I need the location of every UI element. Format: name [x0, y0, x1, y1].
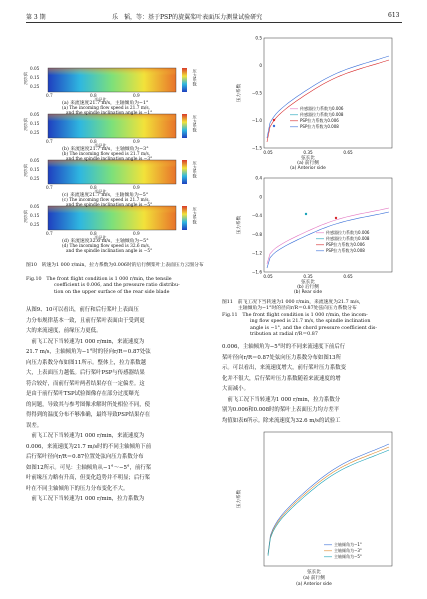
caption-line: Fig.11 The front flight condition is 1 000 r/min, the incom- [222, 312, 368, 318]
panel-caption: (b) 来流速度21.7 m/s，主轴倾角为−3° [62, 147, 149, 152]
legend-label: PSP拉力系数为0.008 [326, 248, 365, 253]
y-tick: 0.15 [30, 121, 40, 126]
x-tick: 0.9 [133, 231, 140, 236]
y-tick: 0.25 [30, 222, 40, 227]
y-tick: 0 [259, 194, 262, 200]
legend-label: 主轴倾角为−1° [334, 542, 362, 547]
running-title: 乐 韬，等：基于PSP的旋翼桨叶表面压力测量试验研究 [112, 14, 263, 21]
x-tick: 0.7 [46, 231, 53, 236]
y-tick: 0.05 [30, 204, 40, 209]
y-tick: 0.5 [255, 35, 262, 41]
y-tick: −1.0 [251, 118, 262, 123]
text-line: 桨叶径向r/R＝0.87处弦向压力系数分布如图13所 [222, 354, 341, 361]
text-line: 别为0.006和0.008时的桨叶上表面压力均方差平 [222, 407, 340, 413]
caption-line: ing flow speed is 21.7 m/s, the spindle inclination [250, 319, 371, 325]
header-rule [26, 22, 402, 23]
sensor-point [335, 217, 337, 219]
legend-label: 传感器拉力系数为0.008 [300, 112, 344, 117]
panel-caption: (c) 来流速度21.7 m/s，主轴倾角为−5° [62, 193, 149, 198]
plot-frame [264, 38, 392, 148]
series-line [267, 60, 389, 142]
y-tick: −1.2 [251, 250, 262, 256]
x-tick: 0.05 [263, 150, 273, 155]
chart-caption: (a) 前行侧 [297, 161, 319, 166]
text-line: 均值如表6所示。除来流速度为32.6 m/s的试验工 [222, 417, 341, 424]
text-line: 得得到的温度分布不够准确，最终导致PSP结果存在 [26, 412, 151, 418]
y-tick: 0.05 [30, 66, 40, 71]
x-axis-label: 半径比 [94, 97, 107, 102]
y-axis-label: 压力系数 [237, 215, 242, 235]
chart-caption: (b) 后行侧 [297, 285, 319, 290]
series-line [268, 444, 389, 554]
x-tick: 0.35 [303, 150, 313, 155]
y-tick: −0.8 [251, 231, 262, 237]
text-line: 前飞工况下当转速为1 000 r/min，来流速度为 [26, 433, 145, 439]
y-tick: −1.5 [251, 145, 262, 151]
x-tick: 0.9 [133, 93, 140, 98]
legend-label: 传感器拉力系数为0.008 [326, 236, 370, 241]
x-tick: 0.9 [133, 139, 140, 144]
right-body-text [222, 342, 404, 426]
series-line [268, 447, 389, 555]
panel-caption-en: (a) The incoming flow speed is 21.7 m/s, [62, 106, 150, 111]
panel-caption-en: and the spindle inclination angle is −3° [66, 157, 153, 162]
caption-line: Fig.10 The front flight condition is 1 000 r/min, the tensile [26, 277, 172, 282]
x-axis-label: 弦长比 [307, 570, 321, 575]
text-line: 前飞工况下当转速为1 000 r/min，来流速度为 [26, 338, 145, 345]
caption-line: angle is −1°, and the chord pressure coefficient dis- [250, 325, 377, 331]
text-line: 如图12所示。可见：主轴倾角从−1°～−5°，前行桨 [26, 464, 152, 471]
panel-caption-en: and the spindle inclination angle is −1° [66, 111, 153, 116]
fig11-caption [222, 300, 404, 338]
panel-caption-en: (b) The incoming flow speed is 21.7 m/s, [62, 152, 151, 157]
chart-caption-en: (a) Anterior side [296, 582, 332, 587]
x-tick: 0.8 [90, 93, 97, 98]
y-axis-label: 压力系数 [237, 489, 242, 509]
text-line: 从图9、10可以看出，前行和后行桨叶上表面压 [26, 307, 139, 313]
panel-caption: (a) 来流速度21.7 m/s，主轴倾角为−1° [62, 101, 149, 106]
x-tick: 0.8 [90, 231, 97, 236]
caption-line: tion on the upper surface of the rear side blade [54, 289, 170, 295]
y-tick: 0.05 [30, 158, 40, 163]
plot-frame [264, 432, 392, 566]
x-axis-label: 半径比 [94, 189, 107, 194]
contour-panel [48, 114, 187, 138]
caption-line: coefficient is 0.006, and the pressure ratio distribu- [54, 283, 180, 289]
y-tick: −0.5 [251, 90, 262, 96]
y-tick: 0.05 [30, 112, 40, 117]
text-line: 叶在不同主轴倾角下的压力分布变化不大。 [26, 485, 129, 492]
series-line [268, 450, 389, 556]
text-line: 误差。 [26, 422, 43, 429]
contour-panel [48, 68, 187, 92]
y-tick: 0.15 [30, 213, 40, 218]
text-line: 大，上表面压力越低。后行桨叶PSP与传感器结果 [26, 370, 145, 376]
x-axis-label: 弦长比 [301, 280, 315, 285]
fig10-caption-en [26, 277, 216, 296]
x-axis-label: 半径比 [94, 143, 107, 148]
text-line: 大的来流速度，前缘压力更低。 [26, 328, 102, 334]
sensor-point [273, 125, 275, 127]
legend-label: 传感器拉力系数为0.006 [326, 230, 370, 235]
text-line: 0.006，来流速度为21.7 m/s时的不同主轴倾角下前 [26, 443, 152, 450]
sensor-point [273, 119, 275, 121]
y-tick: 0.4 [255, 175, 262, 181]
panel-caption-en: (d) The incoming flow speed is 32.6 m/s, [62, 244, 151, 249]
sensor-point [305, 213, 307, 215]
text-line: 力分布规律基本一致，且前行桨叶表面由于受到更 [26, 317, 145, 324]
x-tick: 0.65 [343, 274, 353, 279]
text-line: 符合较好，而前行桨叶两者结果存在一定偏差。这 [26, 380, 145, 387]
y-tick: 0.25 [30, 130, 40, 135]
y-tick: 0.25 [30, 176, 40, 181]
legend-label: PSP拉力系数为0.008 [300, 124, 339, 129]
legend-label: 传感器拉力系数为0.006 [300, 106, 344, 111]
x-tick: 0.9 [133, 185, 140, 190]
plot-frame [264, 178, 392, 272]
colorbar-label: 压力系数 [192, 207, 198, 224]
text-line: 向压力系数分布如图11所示。整体上，拉力系数越 [26, 359, 147, 366]
caption-line: 主轴倾角为−1°时的径向r/R＝0.87处弦向压力系数分布 [238, 306, 357, 312]
y-axis-label: 弦长比 [23, 118, 29, 131]
x-tick: 0.05 [263, 274, 273, 279]
x-axis-label: 弦长比 [301, 156, 315, 161]
text-line: 0.006，主轴倾角为−5°时的不同来流速度下前后行 [222, 344, 346, 350]
y-tick: 0.25 [30, 84, 40, 89]
x-tick: 0.8 [90, 139, 97, 144]
legend-label: PSP拉力系数为0.006 [300, 118, 339, 123]
x-tick: 0.65 [343, 150, 353, 155]
issue-label: 第 3 期 [26, 14, 46, 21]
panel-caption-en: and the spindle inclination angle is −5° [66, 249, 153, 254]
x-axis-label: 半径比 [94, 235, 107, 240]
legend-label: 主轴倾角为−3° [334, 548, 362, 553]
chart-b [222, 172, 402, 298]
text-line: 前飞工况下当转速为1 000 r/min，拉力系数为 [26, 496, 145, 502]
y-axis-label: 弦长比 [23, 210, 29, 223]
y-tick: 0 [259, 63, 262, 68]
text-line: 21.7 m/s，主轴倾角为−1°时的径向r/R＝0.87处弦 [26, 349, 151, 355]
panel-caption-en: (c) The incoming flow speed is 21.7 m/s, [62, 198, 150, 203]
text-line: 示。可以看出，来流速度增大，前行桨叶压力系数变 [222, 365, 346, 371]
y-axis-label: 弦长比 [23, 72, 29, 85]
x-tick: 0.35 [303, 274, 313, 279]
text-line: 叶前缘压力略有升高，但变化趋势并不明显；后行桨 [26, 475, 150, 481]
y-axis-label: 弦长比 [23, 164, 29, 177]
x-tick: 0.7 [46, 185, 53, 190]
legend-label: 主轴倾角为−5° [334, 554, 362, 559]
colorbar-label: 压力系数 [192, 69, 198, 86]
text-line: 是由于前行桨叶TSP试验图像存在部分过度曝光 [26, 391, 140, 397]
colorbar-label: 压力系数 [192, 115, 198, 132]
panel-caption-en: and the spindle inclination angle is −5° [66, 203, 153, 208]
x-tick: 0.7 [46, 139, 53, 144]
fig10-caption-cn: 图10 转速为1 000 r/min，拉力系数为0.006时的后行侧桨叶上表面压力云图分布 [26, 263, 204, 268]
y-tick: 0.15 [30, 167, 40, 172]
text-line: 前飞工况下当转速为1 000 r/min，拉力系数分 [222, 396, 341, 403]
y-tick: −1.6 [251, 269, 262, 275]
y-tick: 0.15 [30, 75, 40, 80]
left-body-text [26, 305, 216, 505]
text-line: 大而减小。 [222, 386, 249, 392]
chart-caption: (a) 前行侧 [303, 576, 325, 581]
chart-a [222, 30, 402, 170]
text-line: 化并不很大，后行桨叶压力系数随着来流速度的增 [222, 375, 341, 382]
text-line: 后行桨叶径向r/R＝0.87位置处弦向压力系数分布 [26, 454, 144, 460]
text-line: 的问题，导致其与参考图像求解时所处相位不同，使 [26, 401, 150, 408]
y-axis-label: 压力系数 [237, 83, 242, 103]
x-tick: 0.7 [46, 93, 53, 98]
y-tick: −0.4 [251, 213, 262, 219]
colorbar-label: 压力系数 [192, 161, 198, 178]
chart-caption-en: (b) Rear side [293, 290, 323, 295]
panel-caption: (d) 来流速度32.6 m/s，主轴倾角为−5° [62, 239, 149, 244]
legend-label: PSP拉力系数为0.006 [326, 242, 365, 247]
x-tick: 0.8 [90, 185, 97, 190]
caption-line: 图11 前飞工况下当转速为1 000 r/min，来流速度为21.7 m/s， [222, 300, 364, 305]
contour-panel [48, 160, 187, 184]
caption-line: tribution at radial r/R＝0.87 [250, 332, 318, 338]
chart-c [222, 428, 402, 592]
page-number: 613 [388, 12, 400, 19]
contour-panel [48, 206, 187, 230]
chart-caption-en: (a) Anterior side [290, 166, 326, 170]
